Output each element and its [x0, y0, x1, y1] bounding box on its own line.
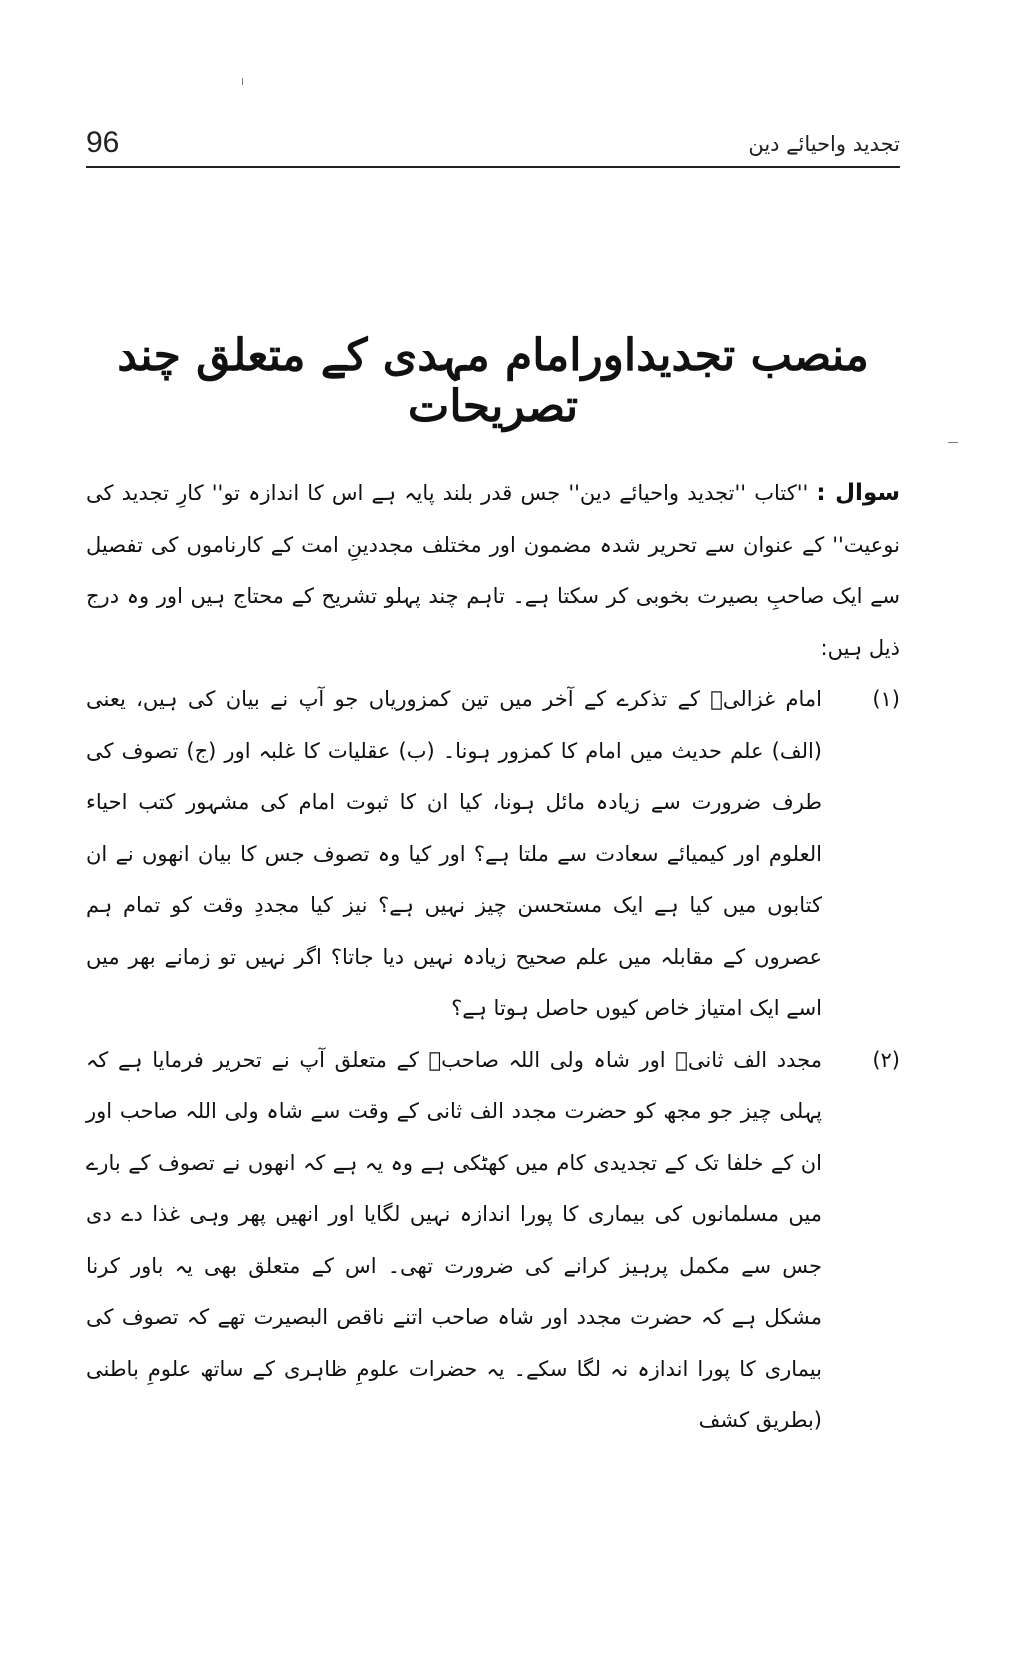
scan-mark [948, 442, 958, 443]
page-body [86, 468, 900, 1447]
header-rule [86, 166, 900, 168]
running-title: تجدید واحیائے دین [748, 132, 900, 156]
item-number: (۱) [872, 687, 900, 711]
scan-mark [242, 78, 243, 85]
item-text: مجدد الف ثانیؒ اور شاہ ولی اللہ صاحبؒ کے متعلق آپ نے تحریر فرمایا ہے کہ پہلی چیز جو مجھ کو حضرت مجدد الف ثانی کے وقت سے شاہ ولی اللہ صاحب اور ان کے خلفا تک کے تجدیدی کام میں کھٹکی ہے وہ یہ ہے کہ انھوں نے تصوف کے بارے میں مسلمانوں کی بیماری کا پورا اندازہ نہیں لگایا اور انھیں پھر وہی غذا دے دی جس سے مکمل پرہیز کرانے کی ضرورت تھی۔ اس کے متعلق بھی یہ باور کرنا مشکل ہے کہ حضرت مجدد اور شاہ صاحب اتنے ناقص البصیرت تھے کہ تصوف کی بیماری کا پورا اندازہ نہ لگا سکے۔ یہ حضرات علومِ ظاہری کے ساتھ علومِ باطنی (بطریق کشف [86, 1047, 822, 1432]
question-text: ''کتاب ''تجدید واحیائے دین'' جس قدر بلند پایہ ہے اس کا اندازہ تو'' کارِ تجدید کی نوعیت'' کے عنوان سے تحریر شدہ مضمون اور مختلف مجددینِ امت کے کارناموں کی تفصیل سے ایک صاحبِ بصیرت بخوبی کر سکتا ہے۔ تاہم چند پہلو تشریح کے محتاج ہیں اور وہ درج ذیل ہیں: [86, 481, 900, 660]
chapter-title: منصب تجدیداورامام مہدی کے متعلق چند تصریحات [117, 330, 869, 432]
question-paragraph [86, 468, 900, 674]
page-header [86, 118, 900, 168]
page-number: 96 [86, 126, 120, 159]
item-number: (۲) [872, 1047, 900, 1072]
list-item [86, 674, 900, 1035]
list-item [86, 1035, 900, 1447]
item-text: امام غزالیؒ کے تذکرے کے آخر میں تین کمزوریاں جو آپ نے بیان کی ہیں، یعنی (الف) علم حدیث میں امام کا کمزور ہونا۔ (ب) عقلیات کا غلبہ اور (ج) تصوف کی طرف ضرورت سے زیادہ مائل ہونا، کیا ان کا ثبوت امام کی مشہور کتب احیاء العلوم اور کیمیائے سعادت سے ملتا ہے؟ اور کیا وہ تصوف جس کا بیان انھوں نے ان کتابوں میں کیا ہے ایک مستحسن چیز نہیں ہے؟ نیز کیا مجددِ وقت کو تمام ہم عصروں کے مقابلہ میں علم صحیح زیادہ نہیں دیا جاتا؟ اگر نہیں تو زمانے بھر میں اسے ایک امتیاز خاص کیوں حاصل ہوتا ہے؟ [86, 687, 822, 1020]
question-label: سوال : [816, 480, 900, 506]
